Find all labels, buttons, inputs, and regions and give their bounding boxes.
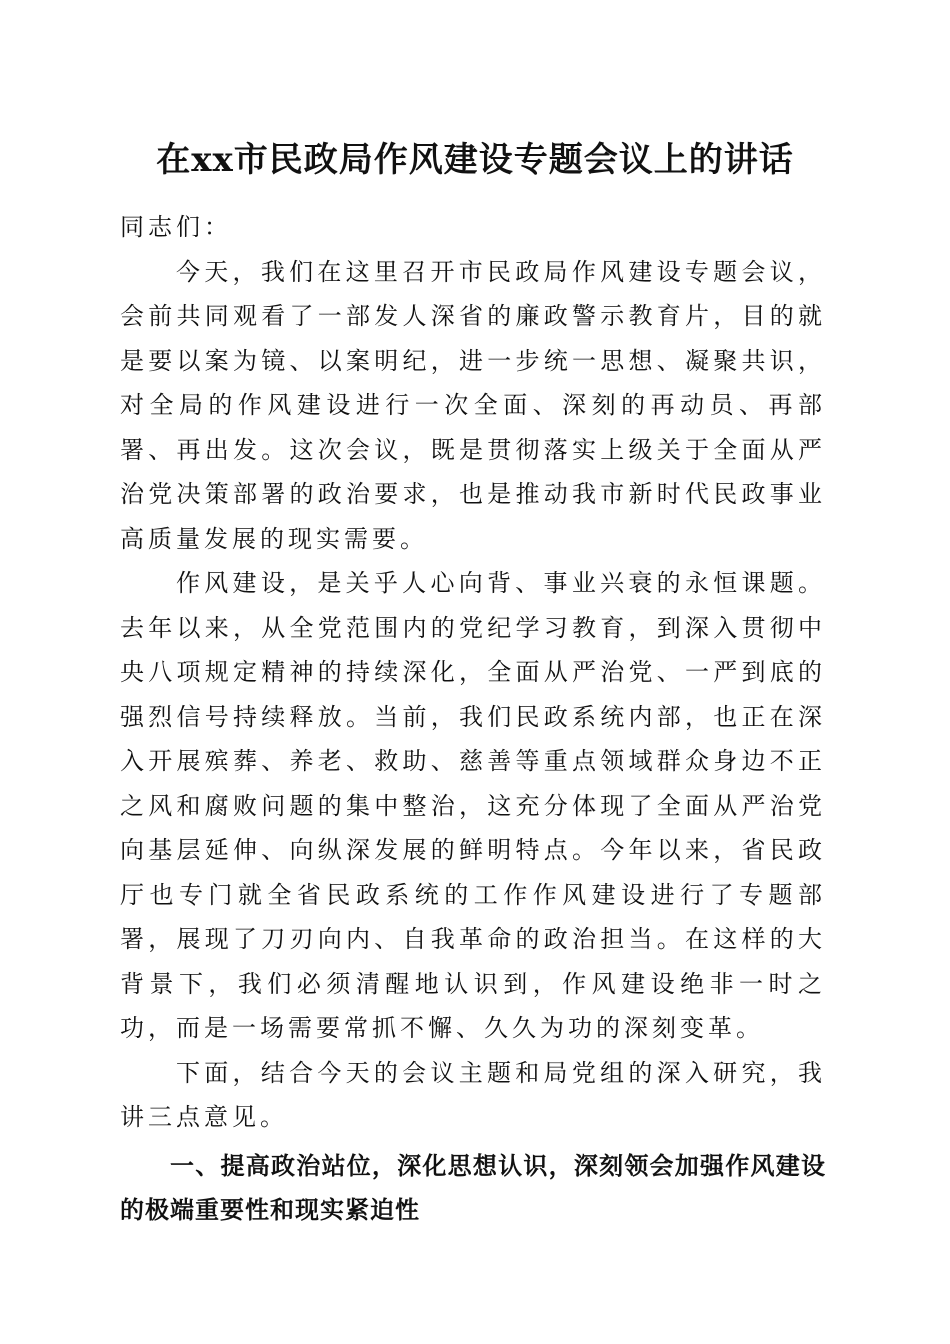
salutation: 同志们：: [120, 213, 232, 241]
paragraph-transition: 下面，结合今天的会议主题和局党组的深入研究，我讲三点意见。: [120, 1058, 826, 1131]
document-title: 在xx市民政局作风建设专题会议上的讲话: [156, 140, 794, 180]
paragraph-opening: 今天，我们在这里召开市民政局作风建设专题会议，会前共同观看了一部发人深省的廉政警示教育片，目的就是要以案为镜、以案明纪，进一步统一思想、凝聚共识，对全局的作风建设进行一次全面、深刻的再动员、再部署、再出发。这次会议，既是贯彻落实上级关于全面从严治党决策部署的政治要求，也是推动我市新时代民政事业高质量发展的现实需要。: [120, 257, 826, 553]
document-body: [120, 205, 826, 1233]
paragraph-background: 作风建设，是关乎人心向背、事业兴衰的永恒课题。去年以来，从全党范围内的党纪学习教育，到深入贯彻中央八项规定精神的持续深化，全面从严治党、一严到底的强烈信号持续释放。当前，我们民政系统内部，也正在深入开展殡葬、养老、救助、慈善等重点领域群众身边不正之风和腐败问题的集中整治，这充分体现了全面从严治党向基层延伸、向纵深发展的鲜明特点。今年以来，省民政厅也专门就全省民政系统的工作作风建设进行了专题部署，展现了刀刃向内、自我革命的政治担当。在这样的大背景下，我们必须清醒地认识到，作风建设绝非一时之功，而是一场需要常抓不懈、久久为功的深刻变革。: [120, 569, 826, 1042]
section-heading-1: 一、提高政治站位，深化思想认识，深刻领会加强作风建设的极端重要性和现实紧迫性: [120, 1151, 826, 1224]
